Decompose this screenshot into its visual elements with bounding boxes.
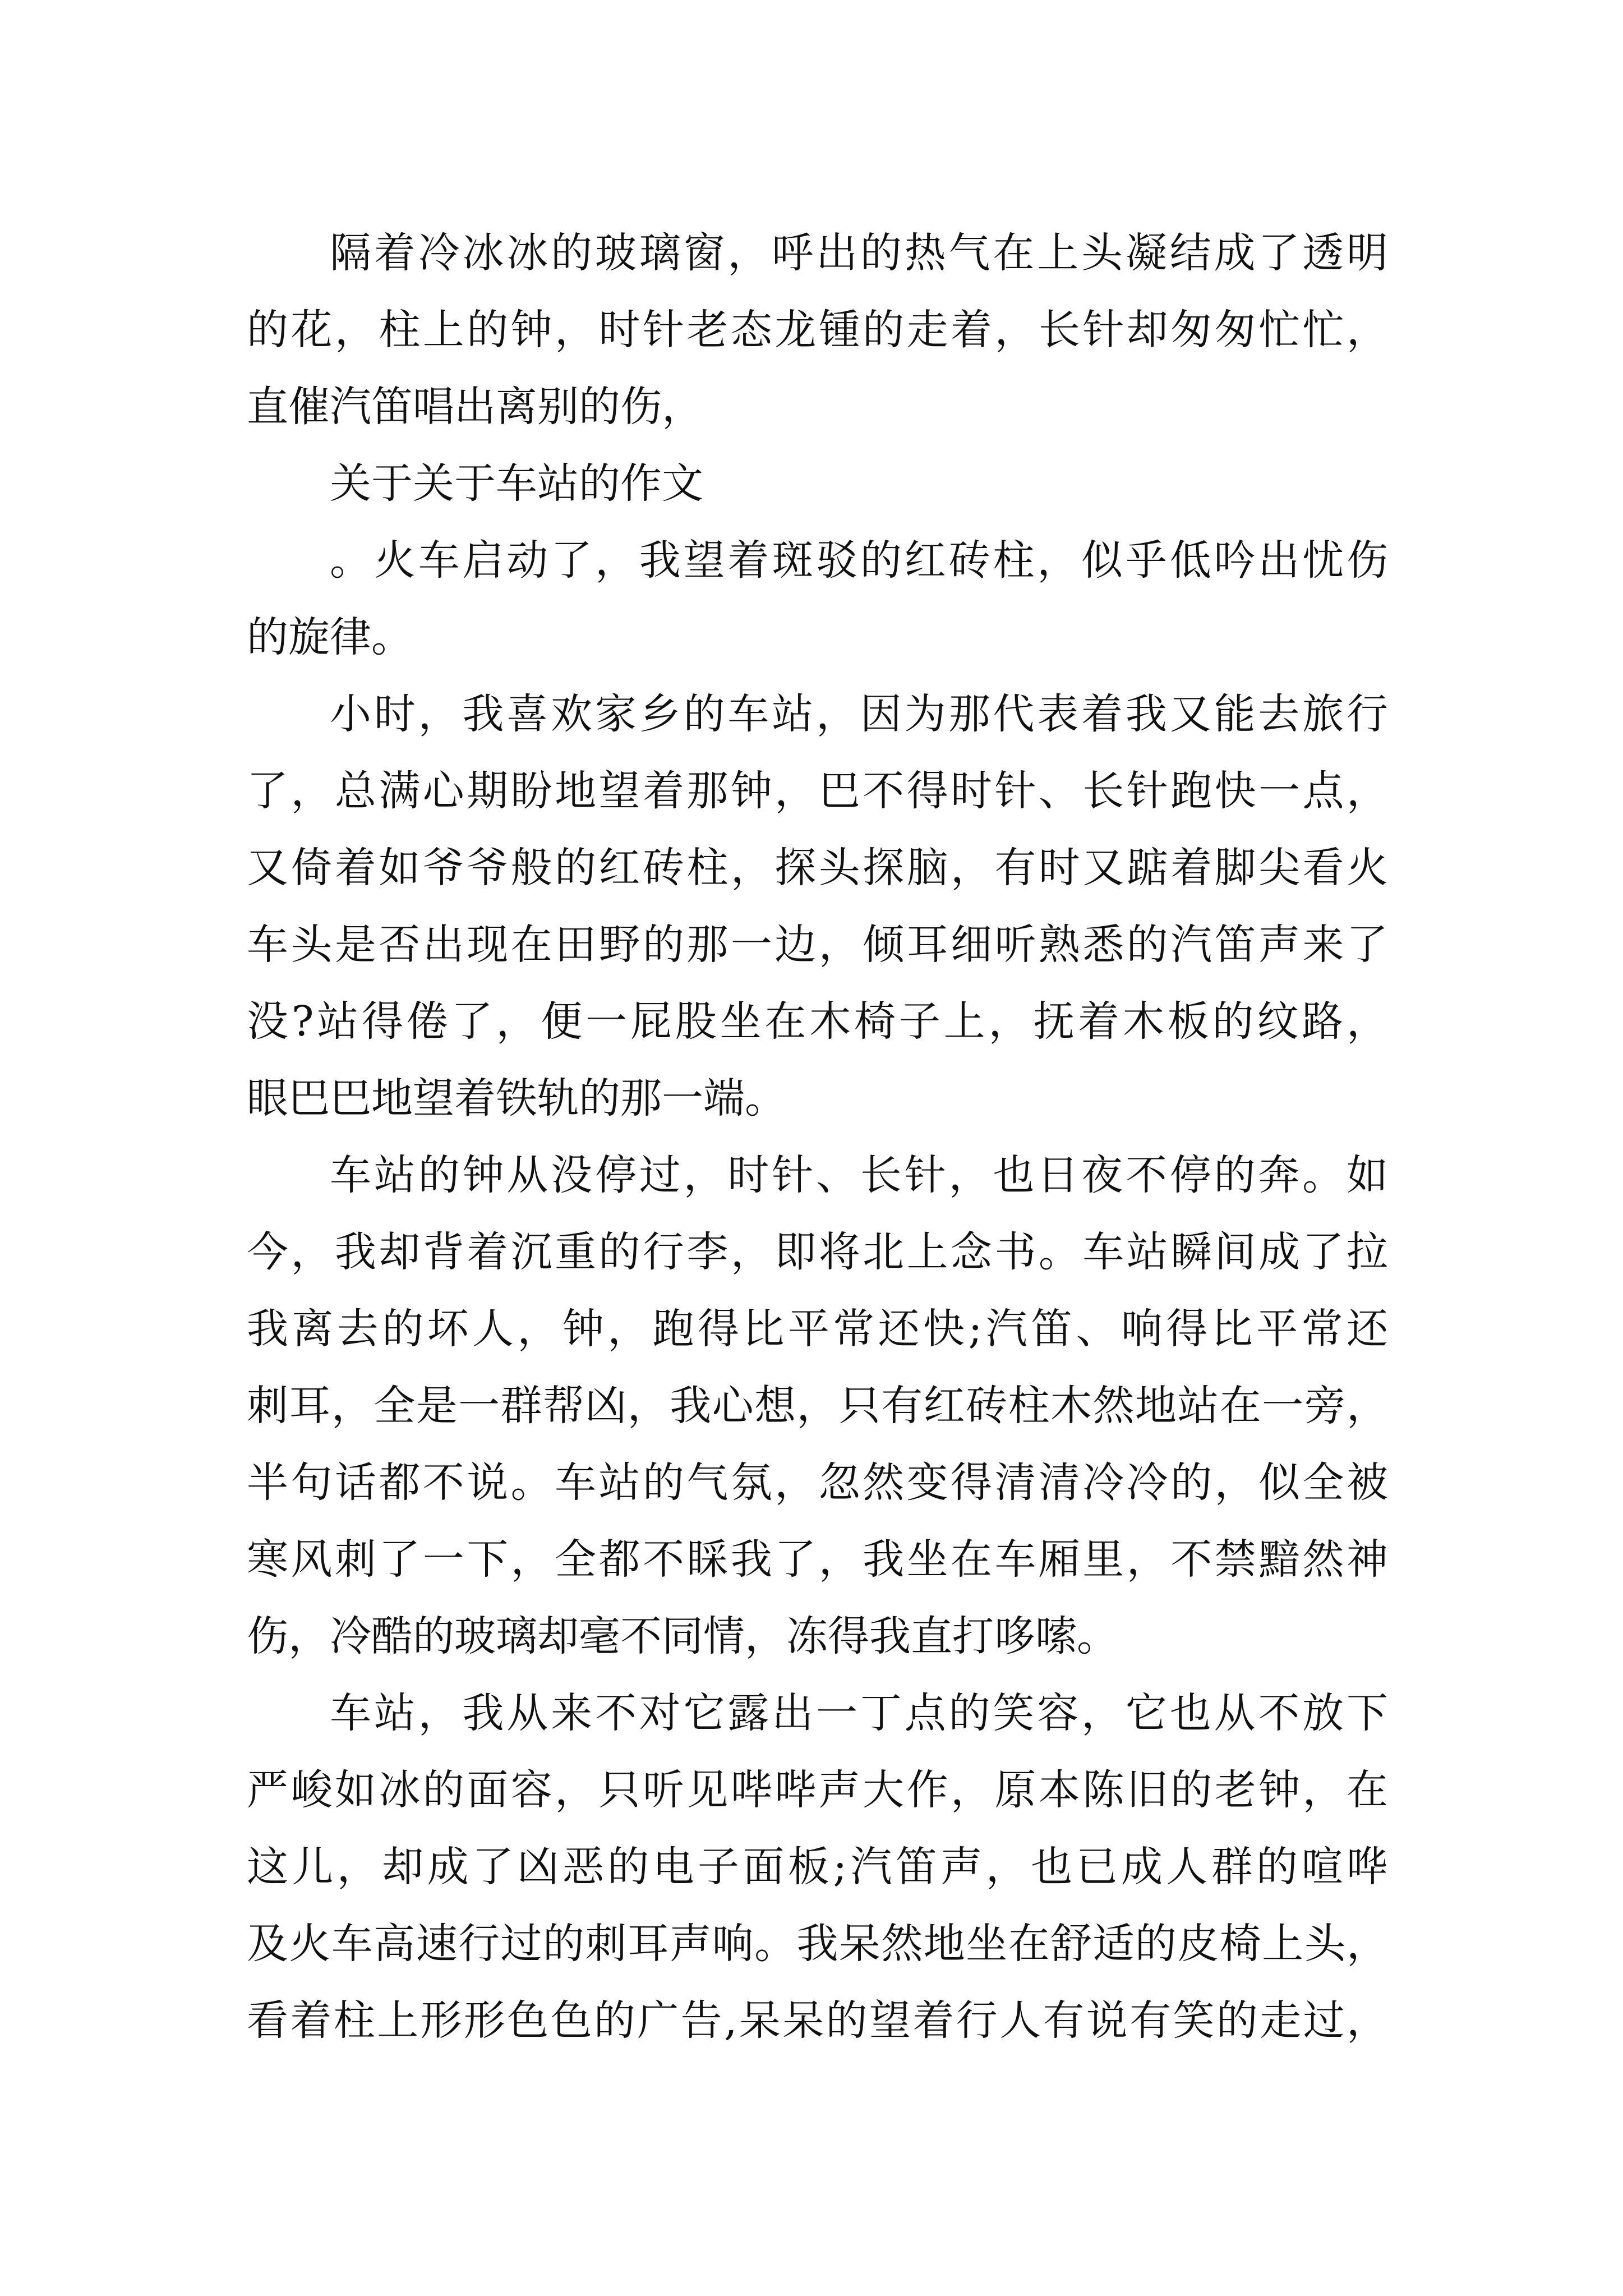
text-line: 车站的钟从没停过，时针、长针，也日夜不停的奔。如 [330,1151,1388,1199]
text-line: 车头是否出现在田野的那一边，倾耳细听熟悉的汽笛声来了 [247,921,1388,969]
paragraph-1 [247,215,1388,445]
text-line: 寒风刺了一下，全都不睬我了，我坐在车厢里，不禁黯然神 [247,1535,1388,1584]
text-line: 没?站得倦了，便一屁股坐在木椅子上，抚着木板的纹路， [247,997,1388,1046]
text-line: 直催汽笛唱出离别的伤， [247,383,703,431]
document-body [247,215,1388,2059]
text-line: 我离去的坏人，钟，跑得比平常还快;汽笛、响得比平常还 [247,1305,1388,1353]
text-line: 了，总满心期盼地望着那钟，巴不得时针、长针跑快一点， [247,767,1388,815]
text-line: 今，我却背着沉重的行李，即将北上念书。车站瞬间成了拉 [247,1228,1388,1276]
text-line: 这儿，却成了凶恶的电子面板;汽笛声，也已成人群的喧哗 [247,1843,1388,1891]
text-line: 眼巴巴地望着铁轨的那一端。 [247,1074,786,1122]
text-line: 刺耳，全是一群帮凶，我心想，只有红砖柱木然地站在一旁， [247,1382,1388,1430]
paragraph-5 [247,1137,1388,1675]
text-line: 及火车高速行过的刺耳声响。我呆然地坐在舒适的皮椅上头， [247,1920,1388,1968]
paragraph-6 [247,1675,1388,2059]
text-line: 车站，我从来不对它露出一丁点的笑容，它也从不放下 [330,1689,1388,1737]
text-line: 小时，我喜欢家乡的车站，因为那代表着我又能去旅行 [330,690,1388,738]
text-line: 严峻如冰的面容，只听见哔哔声大作，原本陈旧的老钟，在 [247,1766,1388,1814]
text-line: 看着柱上形形色色的广告,呆呆的望着行人有说有笑的走过， [247,1996,1388,2045]
text-line: 半句话都不说。车站的气氛，忽然变得清清冷冷的，似全被 [247,1458,1388,1507]
text-line: 的花，柱上的钟，时针老态龙锺的走着，长针却匆匆忙忙， [247,306,1388,354]
text-line: 。火车启动了，我望着斑驳的红砖柱，似乎低吟出忧伤 [330,536,1388,585]
text-line: 隔着冷冰冰的玻璃窗，呼出的热气在上头凝结成了透明 [330,229,1388,277]
paragraph-3 [247,522,1388,676]
text-line: 的旋律。 [247,613,413,661]
text-line: 又倚着如爷爷般的红砖柱，探头探脑，有时又踮着脚尖看火 [247,844,1388,892]
paragraph-4 [247,676,1388,1137]
text-line: 关于关于车站的作文 [330,459,703,508]
paragraph-2 [247,445,1388,522]
text-line: 伤，冷酷的玻璃却毫不同情，冻得我直打哆嗦。 [247,1612,1118,1660]
